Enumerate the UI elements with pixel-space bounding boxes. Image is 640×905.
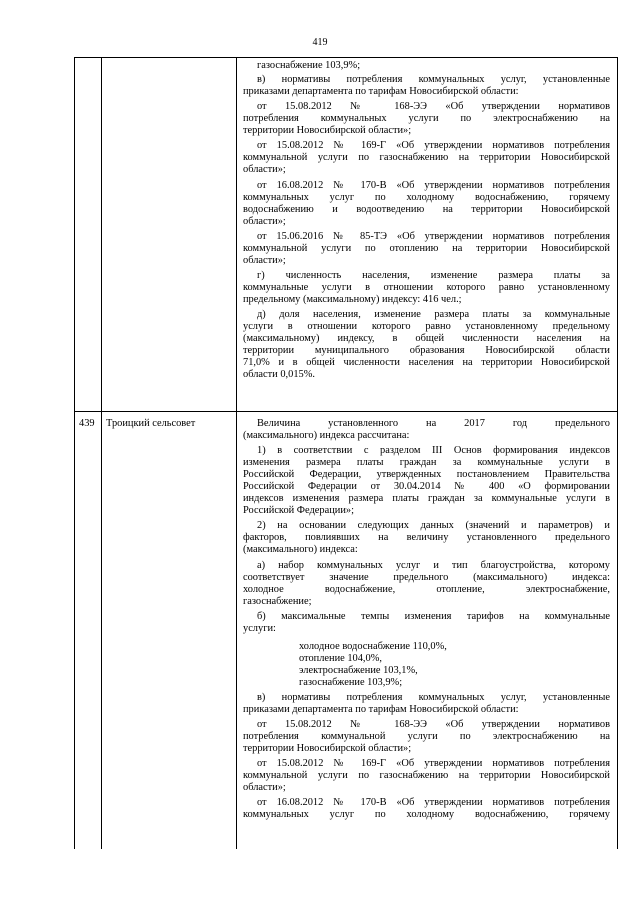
text-line: территории муниципального образования Новосибирской области xyxy=(243,345,610,356)
text-line: изменения размера платы граждан за коммунальные услуги в xyxy=(243,457,610,468)
text-line: соответствует значение предельного (максимального) индекса: xyxy=(243,572,610,583)
row-divider xyxy=(74,411,618,412)
row-number: 439 xyxy=(79,418,95,429)
text-line: коммунальных услуг по холодному водоснабжению, горячему xyxy=(243,192,610,203)
text-line: Величина установленного на 2017 год предельного xyxy=(257,418,610,429)
text-line: области 0,015%. xyxy=(243,369,315,380)
text-line: области»; xyxy=(243,255,286,266)
text-line: холодное водоснабжение, отопление, электроснабжение, xyxy=(243,584,610,595)
text-line: Российской Федерации от 30.04.2014 № 400 «О формировании xyxy=(243,481,610,492)
table-right-border xyxy=(617,57,618,849)
text-line: предельному (максимальному) индексу: 416 чел.; xyxy=(243,294,462,305)
text-line: а) набор коммунальных услуг и тип благоустройства, которому xyxy=(257,560,610,571)
text-line: приказами департамента по тарифам Новосибирской области: xyxy=(243,86,519,97)
text-line: услуги: xyxy=(243,623,276,634)
text-line: (максимального) индекса рассчитана: xyxy=(243,430,410,441)
text-line: газоснабжение 103,9%; xyxy=(257,60,361,71)
text-line: Российской Федерации»; xyxy=(243,505,354,516)
text-line: области»; xyxy=(243,164,286,175)
text-line: области»; xyxy=(243,216,286,227)
tariff-line: отопление 104,0%, xyxy=(299,653,382,664)
tariff-line: электроснабжение 103,1%, xyxy=(299,665,418,676)
text-line: б) максимальные темпы изменения тарифов на коммунальные xyxy=(257,611,610,622)
text-line: 1) в соответствии с разделом III Основ формирования индексов xyxy=(257,445,610,456)
text-line: приказами департамента по тарифам Новосибирской области: xyxy=(243,704,519,715)
text-line: от 16.08.2012 № 170-В «Об утверждении нормативов потребления xyxy=(257,797,610,808)
text-line: 71,0% и в общей численности населения на территории Новосибирской xyxy=(243,357,610,368)
text-line: коммунальной услуги по газоснабжению на территории Новосибирской xyxy=(243,152,610,163)
text-line: коммунальные услуги в отношении которого равно установленному xyxy=(243,282,610,293)
text-line: факторов, повлиявших на величину установленного предельного xyxy=(243,532,610,543)
table-left-border xyxy=(74,57,75,849)
text-line: потребления коммунальной услуги по электроснабжению на xyxy=(243,731,610,742)
text-line: коммунальной услуги по газоснабжению на территории Новосибирской xyxy=(243,770,610,781)
text-line: от 15.08.2012 № 169-Г «Об утверждении нормативов потребления xyxy=(257,140,610,151)
tariff-line: газоснабжение 103,9%; xyxy=(299,677,403,688)
text-line: от 15.06.2016 № 85-ТЭ «Об утверждении нормативов потребления xyxy=(257,231,610,242)
text-line: услуги в отношении которого равно установленному предельному xyxy=(243,321,610,332)
text-line: Российской Федерации, утвержденных постановлением Правительства xyxy=(243,469,610,480)
text-line: от 15.08.2012 № 168-ЭЭ «Об утверждении нормативов xyxy=(257,719,610,730)
text-line: территории Новосибирской области»; xyxy=(243,743,412,754)
text-line: территории Новосибирской области»; xyxy=(243,125,412,136)
column-divider-1 xyxy=(101,57,102,849)
text-line: г) численность населения, изменение размера платы за xyxy=(257,270,610,281)
text-line: в) нормативы потребления коммунальных услуг, установленные xyxy=(257,692,610,703)
text-line: газоснабжение; xyxy=(243,596,312,607)
table-top-border xyxy=(74,57,618,58)
text-line: д) доля населения, изменение размера платы за коммунальные xyxy=(257,309,610,320)
text-line: в) нормативы потребления коммунальных услуг, установленные xyxy=(257,74,610,85)
text-line: водоснабжению и водоотведению на территории Новосибирской xyxy=(243,204,610,215)
text-line: коммунальной услуги по отоплению на территории Новосибирской xyxy=(243,243,610,254)
text-line: потребления коммунальных услуги по электроснабжению на xyxy=(243,113,610,124)
text-line: (максимальному) индексу, в общей численности населения на xyxy=(243,333,610,344)
text-line: 2) на основании следующих данных (значений и параметров) и xyxy=(257,520,610,531)
tariff-line: холодное водоснабжение 110,0%, xyxy=(299,641,447,652)
text-line: от 15.08.2012 № 168-ЭЭ «Об утверждении нормативов xyxy=(257,101,610,112)
text-line: от 15.08.2012 № 169-Г «Об утверждении нормативов потребления xyxy=(257,758,610,769)
text-line: области»; xyxy=(243,782,286,793)
municipality-name: Троицкий сельсовет xyxy=(106,418,196,429)
text-line: от 16.08.2012 № 170-В «Об утверждении нормативов потребления xyxy=(257,180,610,191)
page-number: 419 xyxy=(312,37,328,48)
text-line: индексов изменения размера платы граждан за коммунальные услуги в xyxy=(243,493,610,504)
column-divider-2 xyxy=(236,57,237,849)
text-line: коммунальных услуг по холодному водоснабжению, горячему xyxy=(243,809,610,820)
text-line: (максимального) индекса: xyxy=(243,544,358,555)
